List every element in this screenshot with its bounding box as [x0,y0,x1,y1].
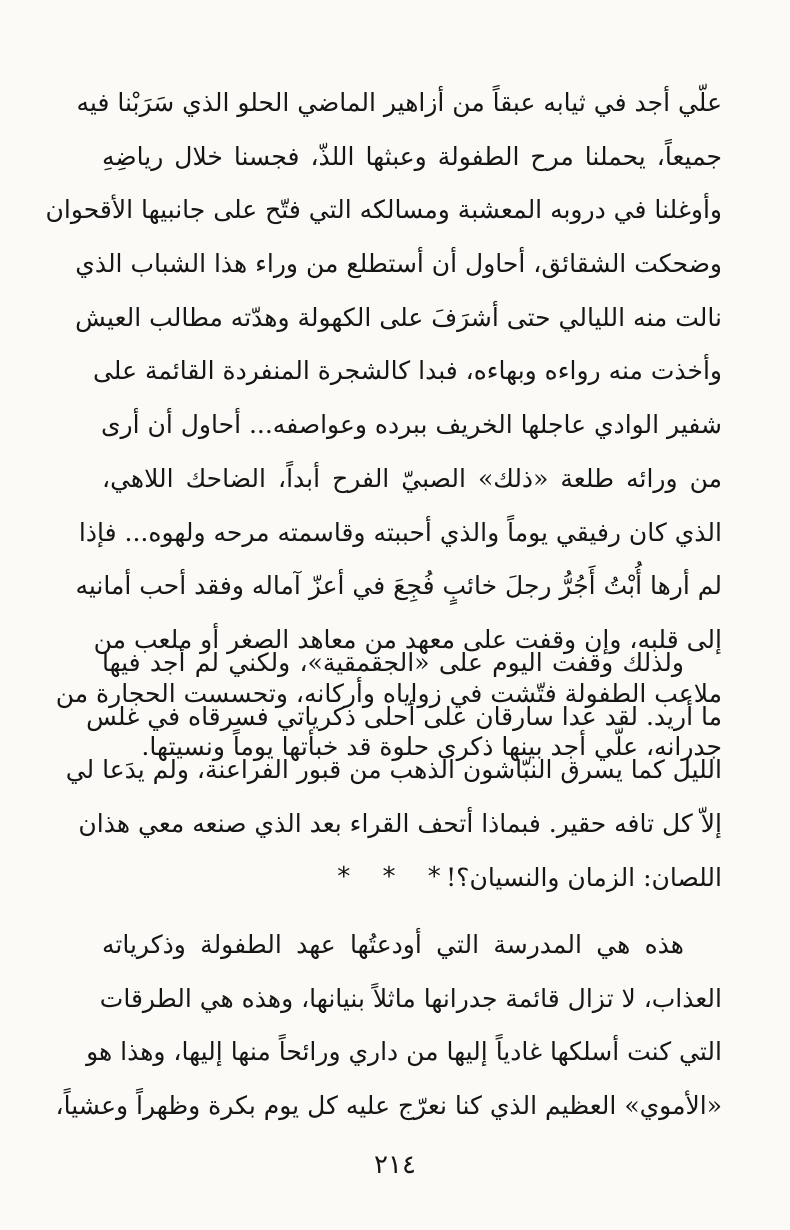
text-line: نالت منه الليالي حتى أشرَفَ على الكهولة وهدّته مطالب العيش [75,302,722,332]
text-line: هذه هي المدرسة التي أودعتُها عهد الطفولة وذكرياته [102,930,684,959]
text-line: علّي أجد في ثيابه عبقاً من أزاهير الماضي الحلو الذي سَرَبْنا فيه [76,88,722,117]
text-line: «الأموي» العظيم الذي كنا نعرّج عليه كل يوم بكرة وظهراً وعشياً، [55,1091,722,1121]
text-line: الليل كما يسرق النبّاشون الذهب من قبور الفراعنة، ولم يدَعا لي [65,755,722,785]
text-line: اللصان: الزمان والنسيان؟! [446,862,722,892]
paragraph-3 [55,918,722,1133]
text-line: جدرانه، علّي أجد بينها ذكرى حلوة قد خبأتها يوماً ونسيتها. [141,732,722,762]
text-line: لم أرها أُبْتُ أَجُرُّ رجلَ خائبٍ فُجِعَ في أعزّ آماله وفقد أحب أمانيه [75,571,722,601]
text-line: التي كنت أسلكها غادياً إليها من داري ورائحاً منها إليها، وهذا هو [86,1037,722,1067]
text-line: إلى قلبه، وإن وقفت على معهد من معاهد الصغر أو ملعب من [93,624,722,654]
text-line: ما أريد. لقد عدا سارقان على أحلى ذكرياتي فسرقاه في غلس [86,701,722,731]
text-line: وأخذت منه رواءه وبهاءه، فبدا كالشجرة المنفردة القائمة على [92,356,722,386]
text-line: من ورائه طلعة «ذلك» الصبيّ الفرح أبداً، الضاحك اللاهي، [102,463,722,493]
text-line: وأوغلنا في دروبه المعشبة ومسالكه التي فتّح على جانبيها الأقحوان [45,195,722,225]
text-line: جميعاً، يحملنا مرح الطفولة وعبثها اللذّ، فجسنا خلال رياضِهِ [102,141,722,171]
text-line: ولذلك وقفت اليوم على «الجقمقية»، ولكني لم أجد فيها [102,648,684,677]
text-line: إلاّ كل تافه حقير. فبماذا أتحف القراء بعد الذي صنعه معي هذان [78,809,722,839]
text-line: العذاب، لا تزال قائمة جدرانها ماثلاً بنيانها، وهذه هي الطرقات [99,983,722,1013]
section-separator: * * * [337,862,453,892]
text-line: شفير الوادي عاجلها الخريف ببرده وعواصفه... أحاول أن أرى [100,410,722,440]
page-number: ٢١٤ [374,1150,416,1180]
text-line: ملاعب الطفولة فتّشت في زواياه وأركانه، وتحسست الحجارة من [55,678,722,708]
text-line: الذي كان رفيقي يوماً والذي أحببته وقاسمته مرحه ولهوه... فإذا [78,517,722,547]
text-line: وضحكت الشقائق، أحاول أن أستطلع من وراء هذا الشباب الذي [75,249,722,279]
